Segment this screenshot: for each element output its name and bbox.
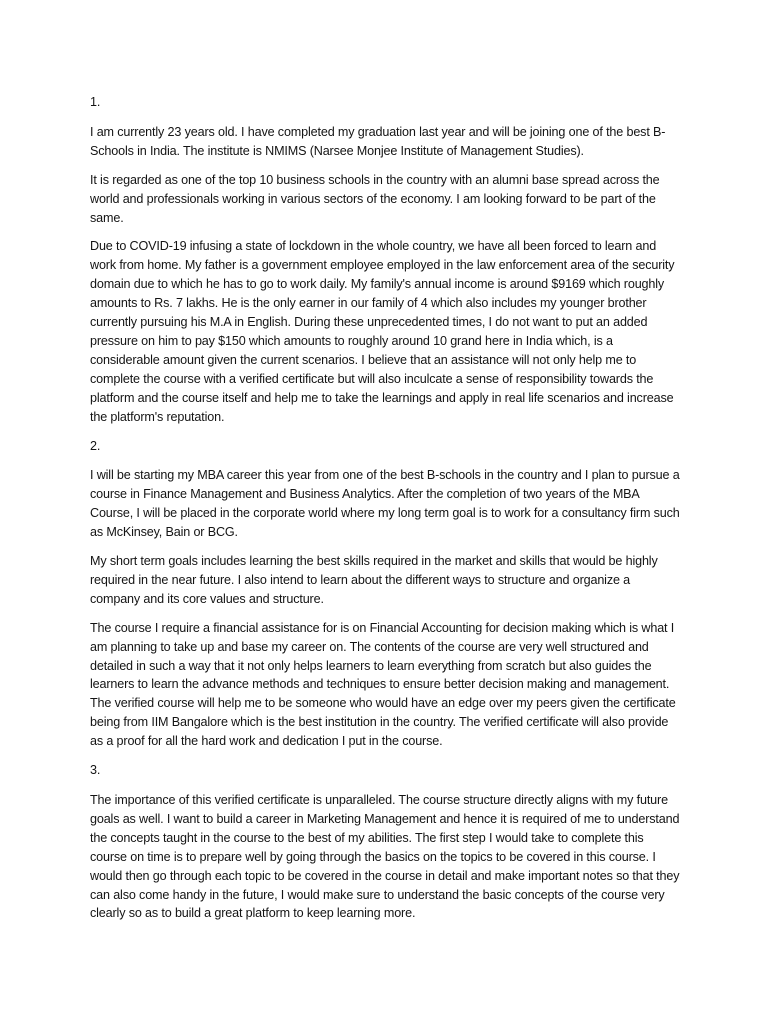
section-number: 2. xyxy=(90,438,101,453)
section-number: 1. xyxy=(90,95,101,109)
paragraph: Due to COVID-19 infusing a state of lockdown in the whole country, we have all been forced to learn and work from home. My father is a government employee employed in the law enforcement area of the security domain due to which he has to go to work daily. My family's annual income is around $9169 which roughly amounts to Rs. 7 lakhs. He is the only earner in our family of 4 which also includes my younger brother currently pursuing his M.A in English. During these unprecedented times, I do not want to put an added pressure on him to pay $150 which amounts to roughly around 10 grand here in India which, is a considerable amount given the current scenarios. I believe that an assistance will not only help me to complete the course with a verified certificate but will also inculcate a sense of responsibility towards the platform and the course itself and help me to take the learnings and apply in real life scenarios and increase the platform's reputation. xyxy=(90,239,675,424)
paragraph: I am currently 23 years old. I have completed my graduation last year and will be joining one of the best B-Schools in India. The institute is NMIMS (Narsee Monjee Institute of Management Studies). xyxy=(90,124,666,158)
paragraph: The course I require a financial assistance for is on Financial Accounting for decision making which is what I am planning to take up and base my career on. The contents of the course are very well structured and detailed in such a way that it not only helps learners to learn everything from scratch but also guides the learners to learn the advance methods and techniques to ensure better decision making and management. The verified course will help me to be someone who would have an edge over my peers given the certificate being from IIM Bangalore which is the best institution in the country. The verified certificate will also provide as a proof for all the hard work and dedication I put in the course. xyxy=(90,620,676,749)
paragraph: It is regarded as one of the top 10 business schools in the country with an alumni base spread across the world and professionals working in various sectors of the economy. I am looking forward to be part of the same. xyxy=(90,172,660,225)
paragraph: The importance of this verified certificate is unparalleled. The course structure directly aligns with my future goals as well. I want to build a career in Marketing Management and hence it is required of me to understand the concepts taught in the course to the best of my abilities. The first step I would take to complete this course on time is to prepare well by going through the basics on the topics to be covered in this course. I would then go through each topic to be covered in the course in detail and make important notes so that they can also come handy in the future, I would make sure to understand the basic concepts of the course very clearly so as to build a great platform to keep learning more. xyxy=(90,793,680,921)
paragraph: I will be starting my MBA career this year from one of the best B-schools in the country and I plan to pursue a course in Finance Management and Business Analytics. After the completion of two years of the MBA Course, I will be placed in the corporate world where my long term goal is to work for a consultancy firm such as McKinsey, Bain or BCG. xyxy=(90,468,680,540)
document-body xyxy=(90,93,680,933)
section-number: 3. xyxy=(90,763,101,778)
paragraph: My short term goals includes learning the best skills required in the market and skills that would be highly required in the near future. I also intend to learn about the different ways to structure and organize a company and its core values and structure. xyxy=(90,554,658,606)
